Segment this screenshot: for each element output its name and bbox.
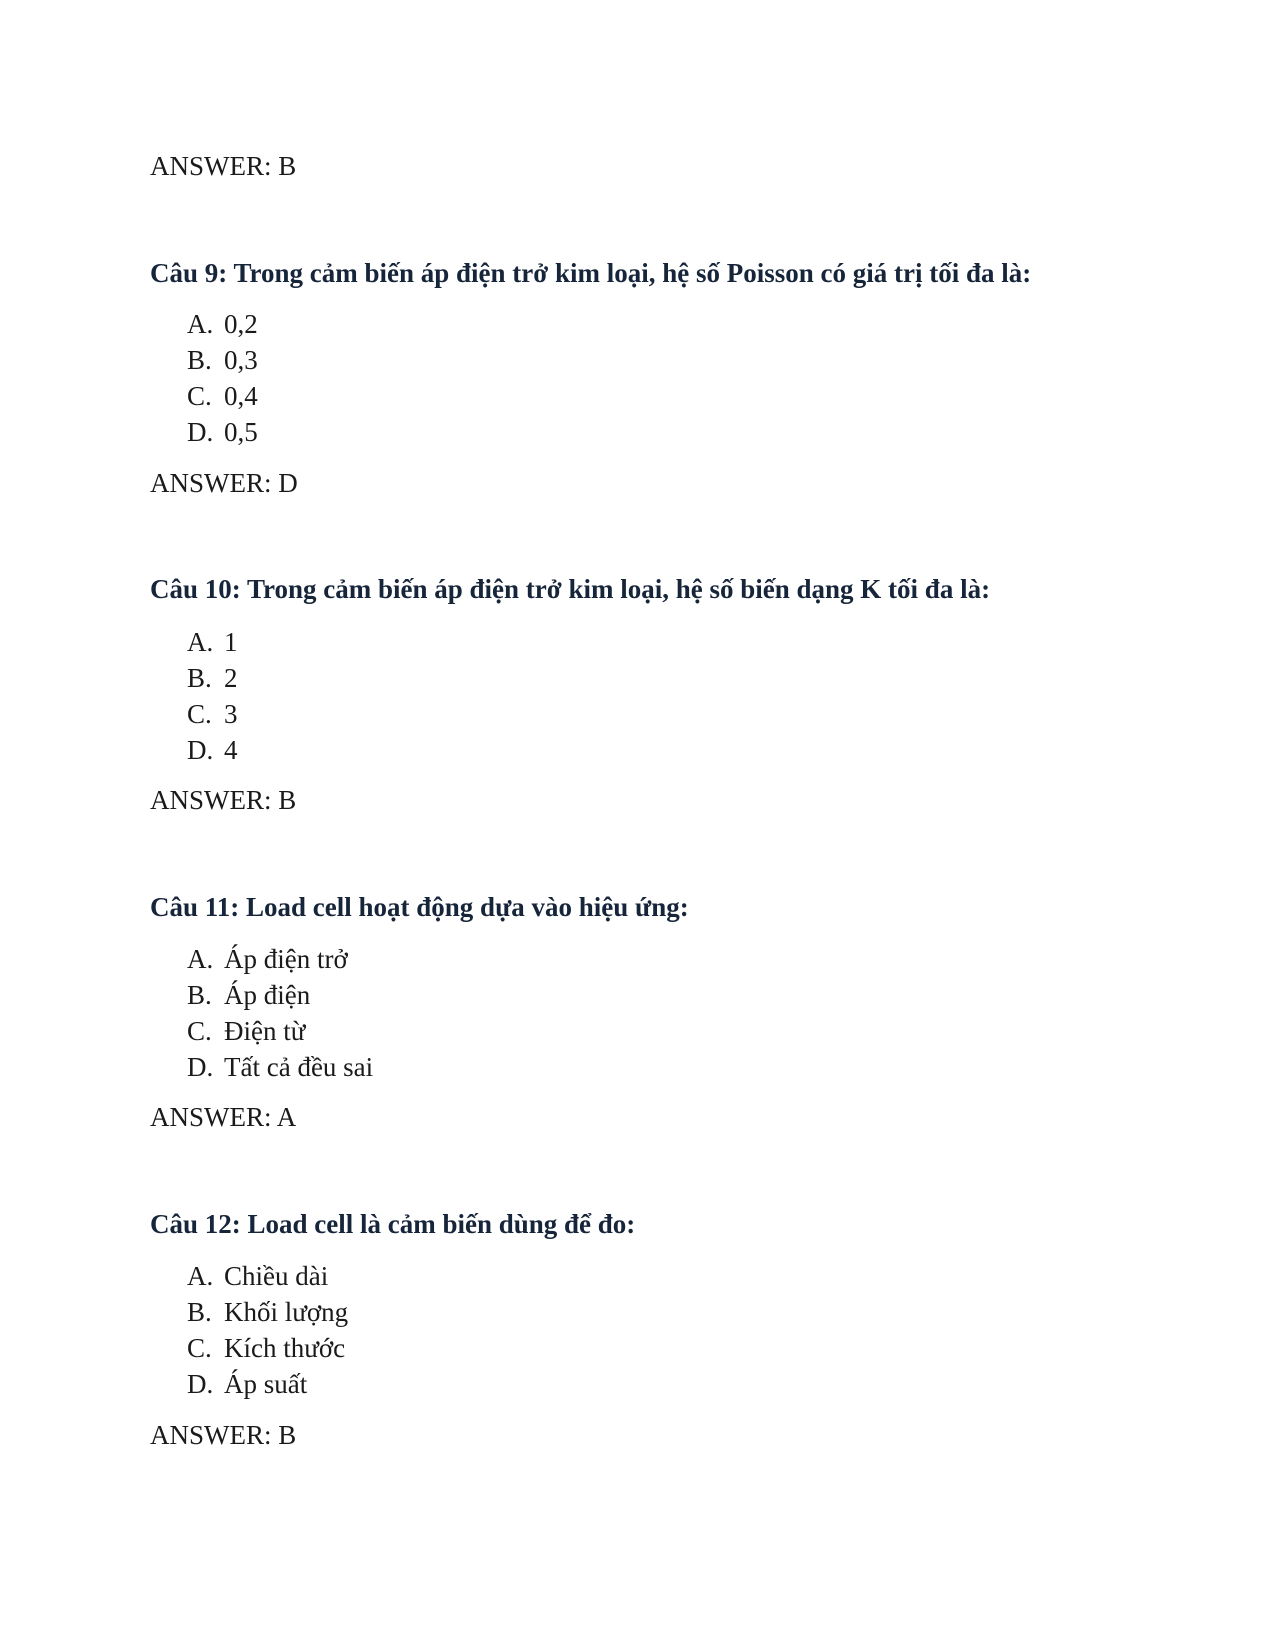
option-list: [187, 624, 238, 768]
option-item: [187, 732, 238, 768]
option-item: [187, 1013, 373, 1049]
question-title: Câu 12: Load cell là cảm biến dùng để đo:: [150, 1209, 636, 1239]
answer-line: ANSWER: B: [150, 1420, 297, 1450]
option-item: [187, 660, 238, 696]
question-title: Câu 10: Trong cảm biến áp điện trở kim loại, hệ số biến dạng K tối đa là:: [150, 574, 991, 604]
option-text: 1: [224, 627, 238, 657]
option-item: [187, 941, 373, 977]
option-letter: A.: [187, 944, 214, 974]
option-item: [187, 1366, 348, 1402]
option-letter: B.: [187, 663, 212, 693]
option-letter: A.: [187, 309, 214, 339]
option-list: [187, 1258, 348, 1402]
option-letter: B.: [187, 980, 212, 1010]
option-letter: A.: [187, 627, 214, 657]
option-item: [187, 624, 238, 660]
answer-line: ANSWER: B: [150, 785, 297, 815]
option-item: [187, 1049, 373, 1085]
option-text: Điện từ: [224, 1016, 306, 1046]
option-letter: B.: [187, 345, 212, 375]
option-text: 0,2: [224, 309, 258, 339]
option-letter: C.: [187, 381, 212, 411]
option-item: [187, 306, 258, 342]
option-text: Khối lượng: [224, 1297, 349, 1327]
question-title: Câu 9: Trong cảm biến áp điện trở kim loại, hệ số Poisson có giá trị tối đa là:: [150, 258, 1032, 288]
option-text: 3: [224, 699, 238, 729]
option-text: 0,5: [224, 417, 258, 447]
option-item: [187, 342, 258, 378]
answer-line: ANSWER: B: [150, 151, 297, 181]
option-item: [187, 977, 373, 1013]
question-title: Câu 11: Load cell hoạt động dựa vào hiệu ứng:: [150, 892, 689, 922]
answer-line: ANSWER: D: [150, 468, 298, 498]
option-text: 4: [224, 735, 238, 765]
option-item: [187, 1294, 348, 1330]
option-letter: D.: [187, 1052, 214, 1082]
option-item: [187, 1330, 348, 1366]
option-text: Kích thước: [224, 1333, 346, 1363]
option-list: [187, 306, 258, 450]
option-text: Tất cả đều sai: [224, 1052, 374, 1082]
option-letter: C.: [187, 1016, 212, 1046]
option-letter: C.: [187, 699, 212, 729]
option-text: Chiều dài: [224, 1261, 329, 1291]
option-letter: B.: [187, 1297, 212, 1327]
option-letter: D.: [187, 417, 214, 447]
option-item: [187, 414, 258, 450]
option-text: 0,3: [224, 345, 258, 375]
answer-line: ANSWER: A: [150, 1102, 297, 1132]
option-letter: D.: [187, 735, 214, 765]
option-letter: C.: [187, 1333, 212, 1363]
option-item: [187, 1258, 348, 1294]
option-list: [187, 941, 373, 1085]
option-item: [187, 696, 238, 732]
option-text: 0,4: [224, 381, 258, 411]
option-text: 2: [224, 663, 238, 693]
option-text: Áp suất: [224, 1369, 308, 1399]
option-text: Áp điện trở: [224, 944, 348, 974]
option-letter: D.: [187, 1369, 214, 1399]
option-item: [187, 378, 258, 414]
option-letter: A.: [187, 1261, 214, 1291]
option-text: Áp điện: [224, 980, 311, 1010]
